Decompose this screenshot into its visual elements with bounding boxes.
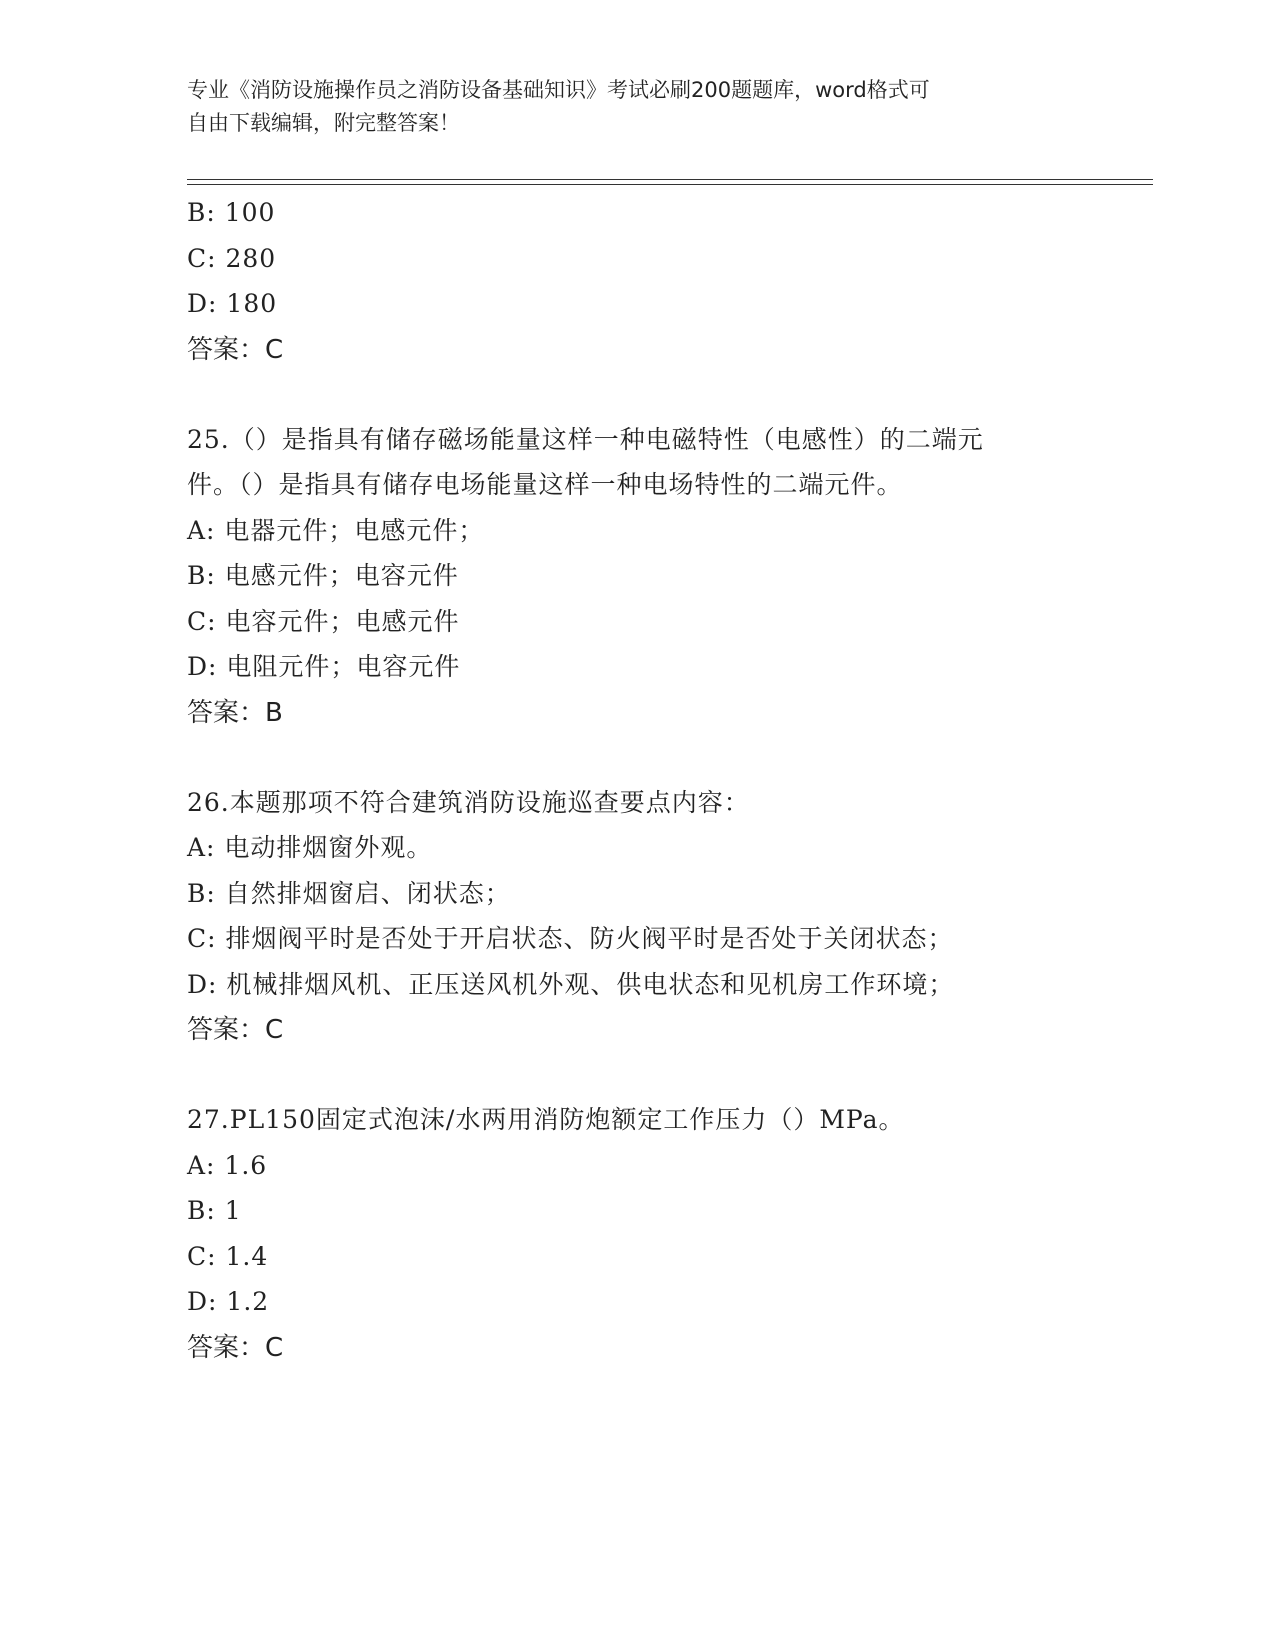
question-26 [187, 780, 1087, 1054]
option-d: D: 电阻元件；电容元件 [187, 652, 461, 681]
option-a: A: 1.6 [187, 1150, 268, 1180]
answer-label: 答案：C [187, 1332, 284, 1363]
answer-label: 答案：C [187, 1015, 284, 1045]
option-d: D: 180 [187, 289, 278, 318]
answer-label: 答案：B [187, 697, 283, 728]
header-line-2: 自由下载编辑，附完整答案！ [187, 111, 460, 135]
option-b: B: 1 [187, 1196, 242, 1225]
question-25 [187, 417, 1087, 736]
option-b: B: 100 [187, 198, 276, 227]
header-divider-bottom [187, 184, 1153, 185]
document-header [187, 74, 1077, 140]
answer-label: 答案：C [187, 334, 284, 365]
question-stem: 27.PL150固定式泡沫/水两用消防炮额定工作压力（）MPa。 [187, 1105, 905, 1134]
option-b: B: 电感元件；电容元件 [187, 561, 459, 590]
question-stem: 26.本题那项不符合建筑消防设施巡查要点内容： [187, 787, 750, 817]
option-d: D: 机械排烟风机、正压送风机外观、供电状态和见机房工作环境； [187, 969, 955, 999]
option-a: A: 电器元件；电感元件； [187, 515, 485, 545]
option-d: D: 1.2 [187, 1287, 270, 1316]
question-27 [187, 1097, 1087, 1371]
question-spacer [187, 373, 1087, 417]
option-c: C: 电容元件；电感元件 [187, 606, 460, 636]
question-spacer [187, 736, 1087, 780]
option-c: C: 排烟阀平时是否处于开启状态、防火阀平时是否处于关闭状态； [187, 924, 954, 953]
option-b: B: 自然排烟窗启、闭状态； [187, 878, 511, 908]
header-divider-top [187, 179, 1153, 180]
option-c: C: 1.4 [187, 1241, 269, 1271]
question-stem: 25.（）是指具有储存磁场能量这样一种电磁特性（电感性）的二端元 [187, 424, 984, 454]
question-stem-continued: 件。（）是指具有储存电场能量这样一种电场特性的二端元件。 [187, 470, 903, 499]
question-spacer [187, 1053, 1087, 1097]
question-24-tail [187, 190, 1087, 373]
option-c: C: 280 [187, 243, 277, 273]
question-list [187, 190, 1087, 1371]
header-line-1: 专业《消防设施操作员之消防设备基础知识》考试必刷200题题库，word格式可 [187, 78, 930, 102]
option-a: A: 电动排烟窗外观。 [187, 833, 433, 862]
